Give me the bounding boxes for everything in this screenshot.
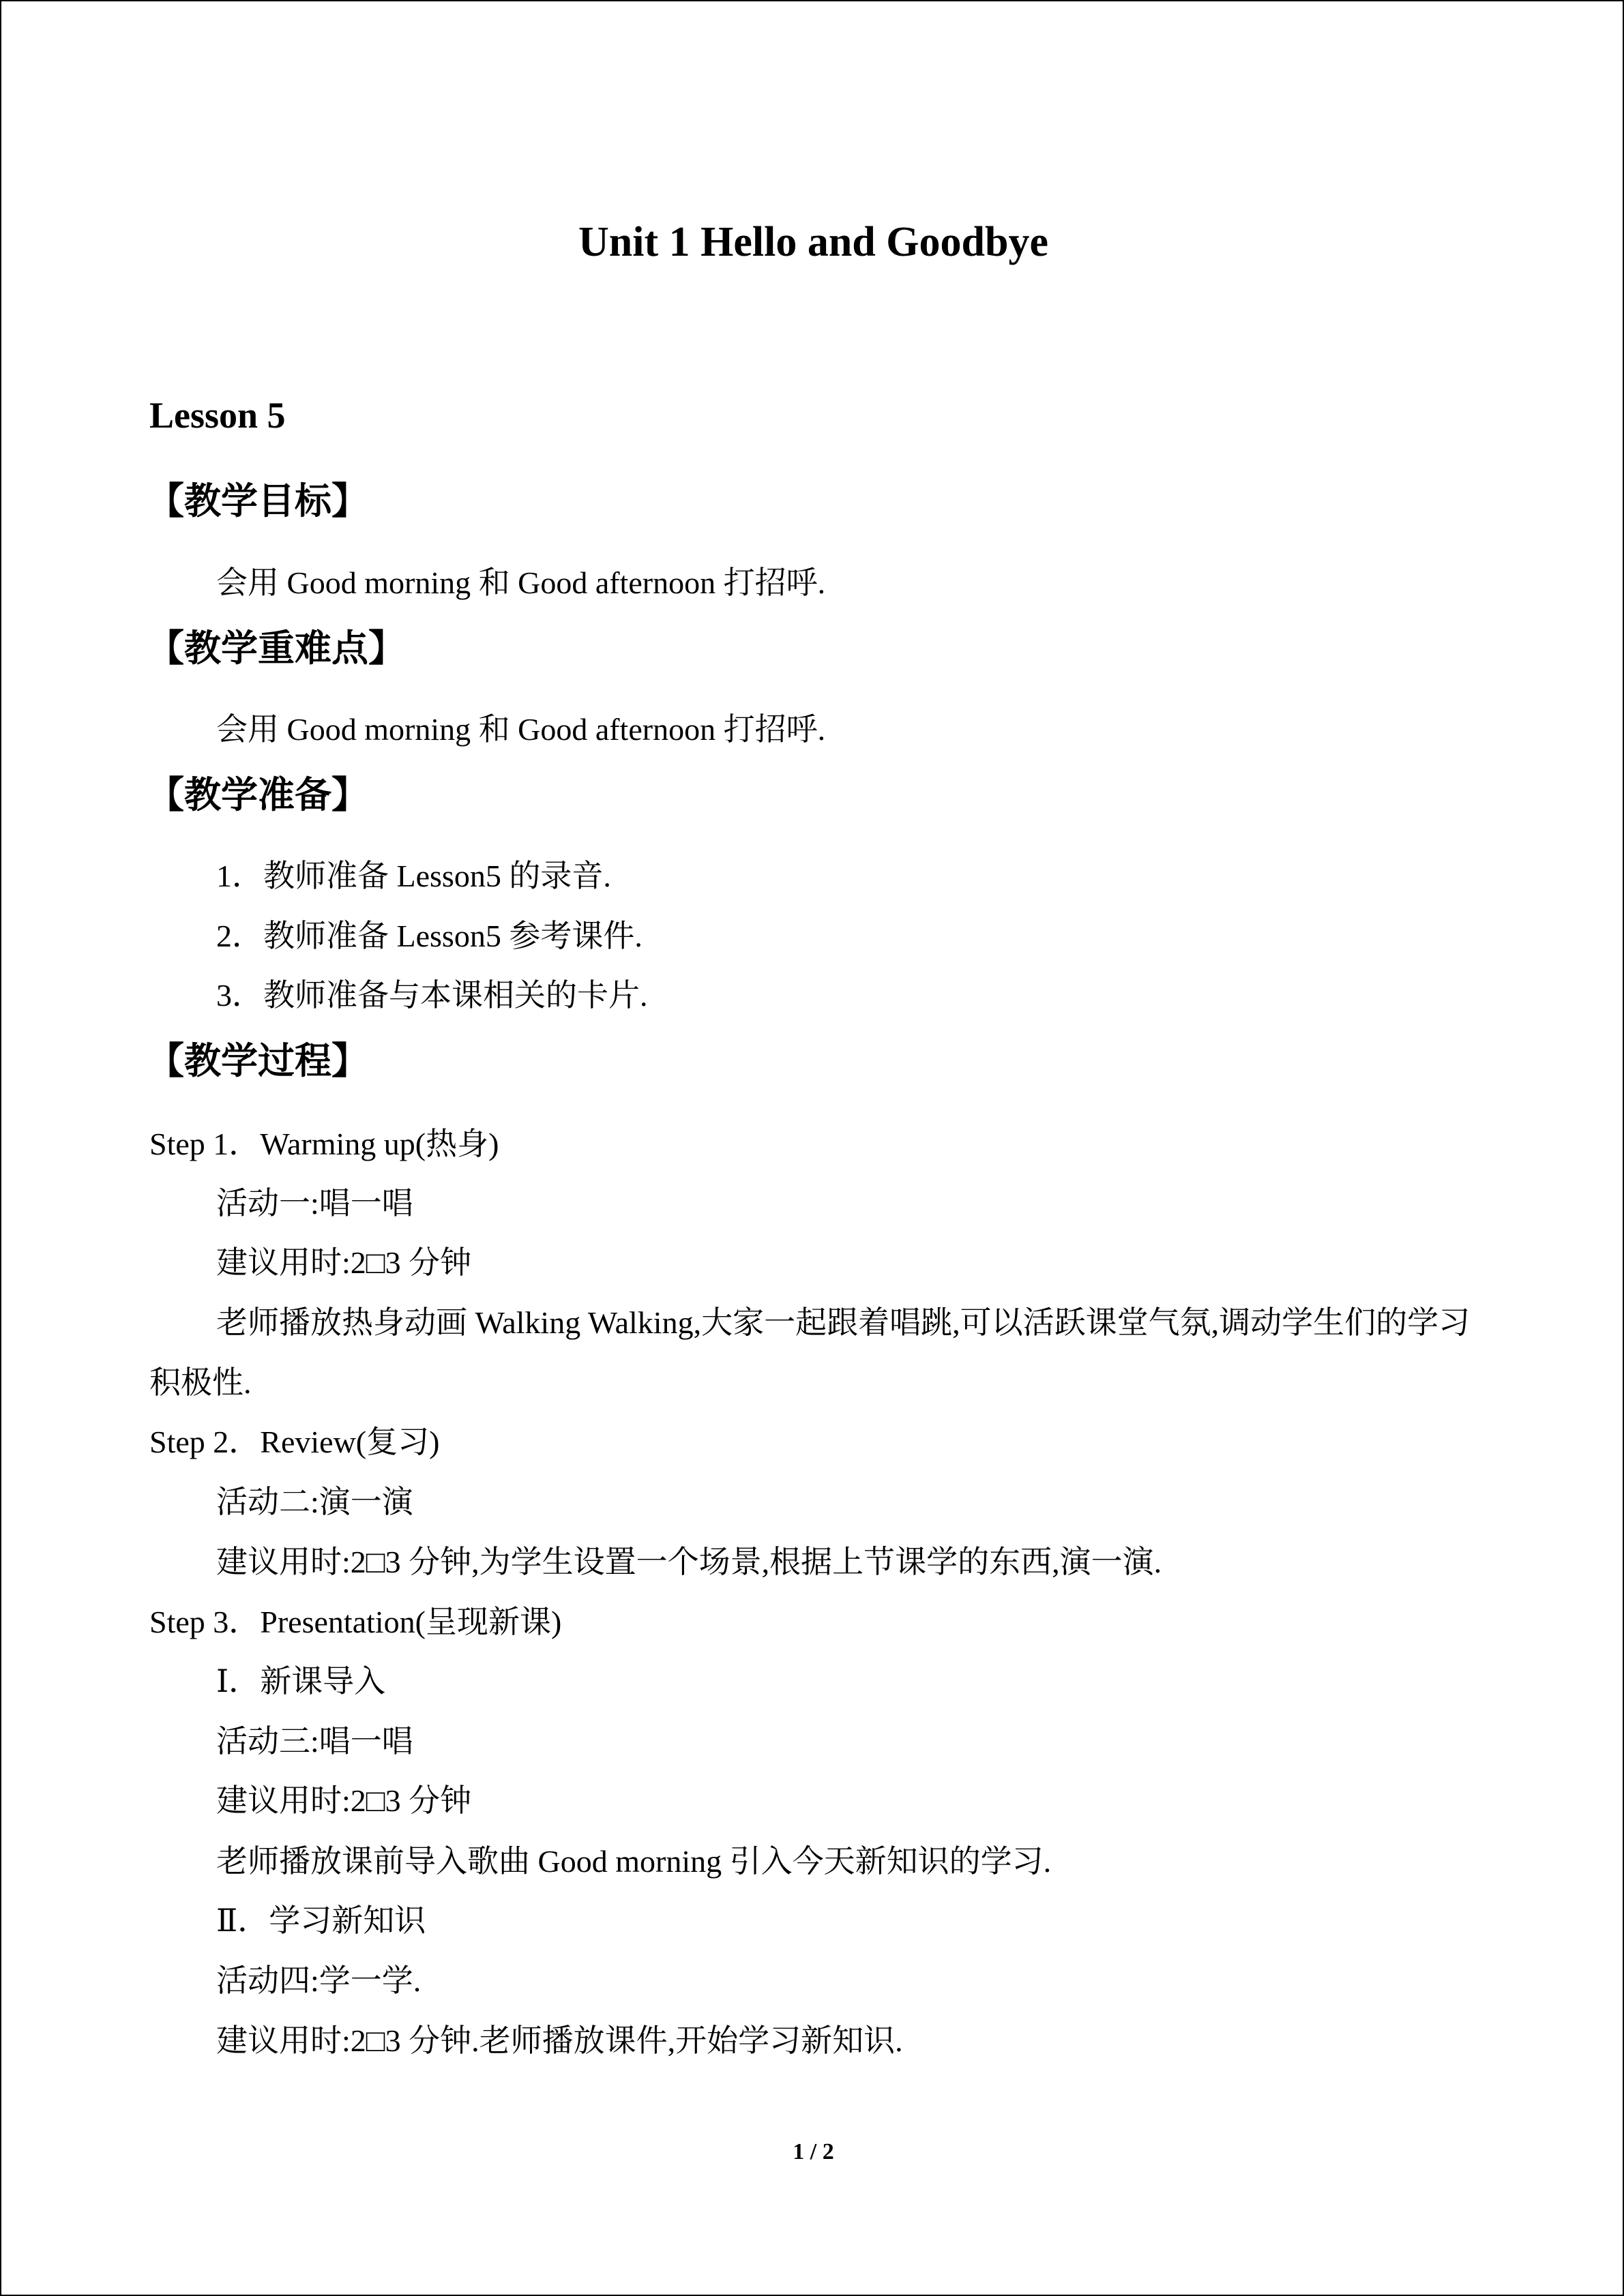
section-heading-preparation: 【教学准备】 [147,773,368,816]
step2-title: Step 2．Review(复习) [149,1425,440,1459]
step1-title: Step 1．Warming up(热身) [149,1127,499,1161]
key-points-text: 会用 Good morning 和 Good afternoon 打招呼. [216,712,826,747]
preparation-item: 3．教师准备与本课相关的卡片. [216,978,648,1013]
lesson-heading: Lesson 5 [149,395,286,436]
section-heading-key-points: 【教学重难点】 [147,627,405,670]
objectives-text: 会用 Good morning 和 Good afternoon 打招呼. [216,565,826,600]
step2-activity: 活动二:演一演 [216,1485,413,1519]
section-heading-objectives: 【教学目标】 [147,479,368,522]
step1-time: 建议用时:2□3 分钟 [216,1245,472,1280]
step2-time: 建议用时:2□3 分钟,为学生设置一个场景,根据上节课学的东西,演一演. [216,1545,1162,1579]
step3-title: Step 3．Presentation(呈现新课) [149,1605,562,1639]
step3-part2-label: Ⅱ．学习新知识 [216,1903,426,1938]
preparation-item: 1．教师准备 Lesson5 的录音. [216,859,611,893]
step1-activity: 活动一:唱一唱 [216,1186,413,1221]
page-title: Unit 1 Hello and Goodbye [578,219,1048,265]
preparation-item: 2．教师准备 Lesson5 参考课件. [216,919,643,953]
step3-part1-time: 建议用时:2□3 分钟 [216,1783,472,1818]
section-heading-process: 【教学过程】 [147,1039,368,1082]
step3-part2-time: 建议用时:2□3 分钟.老师播放课件,开始学习新知识. [216,2023,903,2058]
page-number: 1 / 2 [793,2139,834,2164]
step3-part1-label: Ⅰ．新课导入 [216,1664,386,1699]
step3-part1-activity: 活动三:唱一唱 [216,1724,413,1759]
step3-part1-description: 老师播放课前导入歌曲 Good morning 引入今天新知识的学习. [216,1844,1052,1879]
step1-description: 老师播放热身动画 Walking Walking,大家一起跟着唱跳,可以活跃课堂气氛,调动学生们的学习积极性. [149,1305,1471,1400]
step3-part2-activity: 活动四:学一学. [216,1963,422,1998]
